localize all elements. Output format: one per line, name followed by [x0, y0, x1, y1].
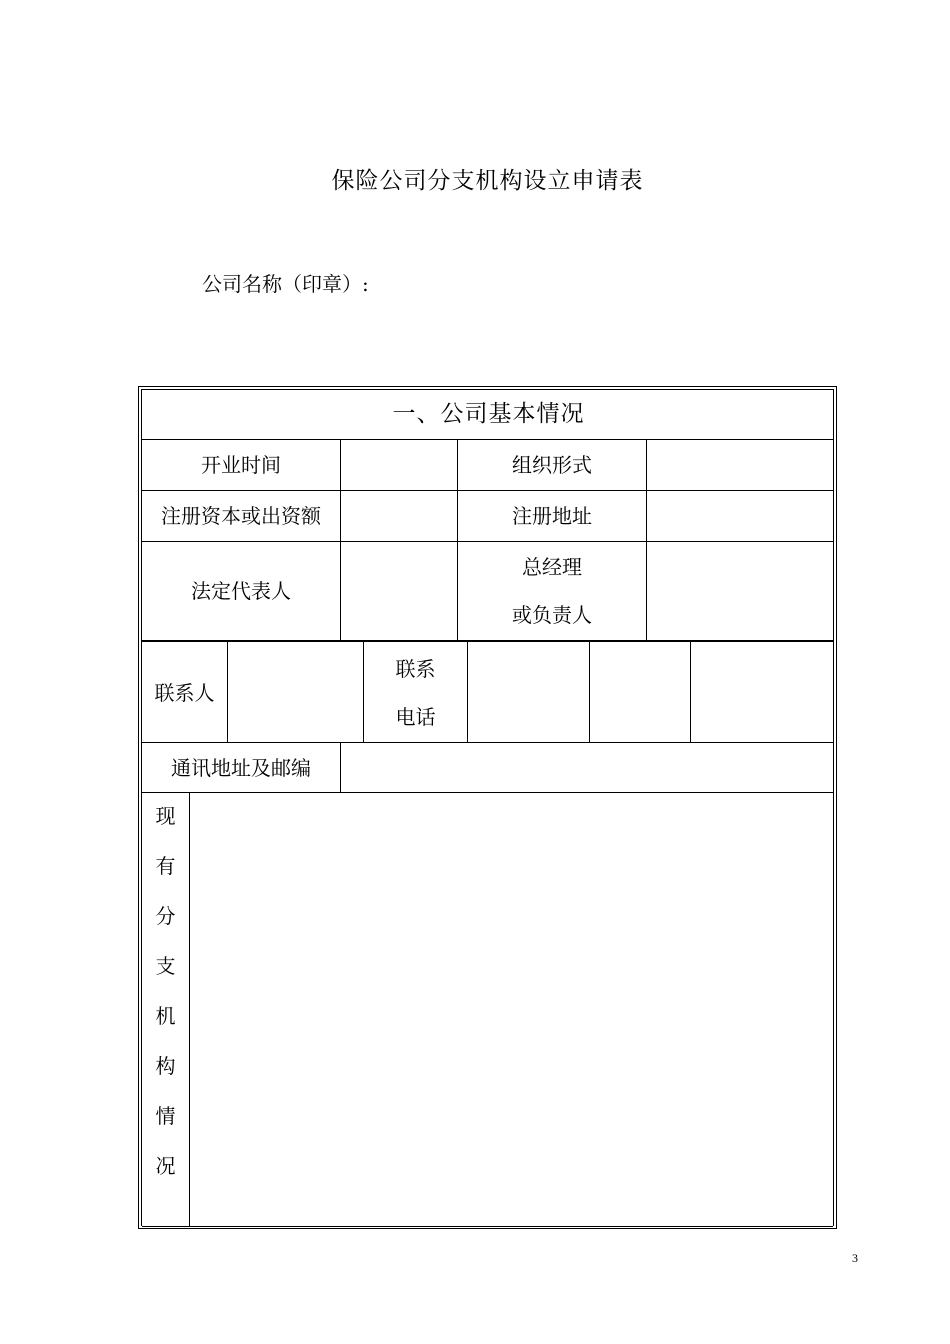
- branch-info-char: 分: [155, 904, 176, 928]
- form-title: 保险公司分支机构设立申请表: [331, 168, 644, 194]
- company-name-label: 公司名称（印章）:: [202, 272, 369, 296]
- branch-info-char: 情: [155, 1104, 176, 1128]
- organization-form-field[interactable]: [647, 440, 835, 490]
- branch-info-char: 有: [155, 854, 176, 878]
- branch-info-char: 机: [155, 1004, 176, 1028]
- legal-representative-label: 法定代表人: [191, 579, 291, 603]
- section-heading: 一、公司基本情况: [392, 401, 585, 427]
- organization-form-label: 组织形式: [512, 453, 592, 477]
- branch-info-char: 构: [155, 1054, 176, 1078]
- contact-phone-label-line1: 联系: [395, 656, 436, 681]
- page-number: 3: [852, 1251, 858, 1265]
- branch-info-char: 支: [155, 954, 176, 978]
- branch-info-char: 况: [155, 1154, 176, 1178]
- contact-phone-field-1[interactable]: [468, 643, 589, 742]
- contact-phone-label-line2: 电话: [395, 704, 436, 729]
- registered-address-label: 注册地址: [512, 504, 592, 528]
- mailing-address-label: 通讯地址及邮编: [171, 755, 311, 780]
- opening-date-label: 开业时间: [201, 453, 281, 477]
- general-manager-label-line2: 或负责人: [512, 603, 592, 627]
- contact-person-field[interactable]: [228, 643, 363, 742]
- registered-capital-field[interactable]: [341, 491, 457, 541]
- legal-representative-field[interactable]: [341, 542, 457, 640]
- contact-phone-label: [364, 643, 467, 742]
- general-manager-label: [458, 542, 646, 640]
- general-manager-label-line1: 总经理: [522, 555, 582, 579]
- contact-person-label: 联系人: [154, 680, 215, 705]
- branch-info-char: 现: [155, 804, 176, 828]
- mailing-address-field[interactable]: [341, 743, 835, 792]
- contact-phone-field-2[interactable]: [590, 643, 690, 742]
- branch-info-label: [142, 806, 189, 1206]
- registered-capital-label: 注册资本或出资额: [161, 504, 321, 528]
- contact-phone-field-3[interactable]: [691, 643, 835, 742]
- opening-date-field[interactable]: [341, 440, 457, 490]
- general-manager-field[interactable]: [647, 542, 835, 640]
- registered-address-field[interactable]: [647, 491, 835, 541]
- branch-info-field[interactable]: [190, 793, 835, 1226]
- application-form-table: [138, 386, 837, 1229]
